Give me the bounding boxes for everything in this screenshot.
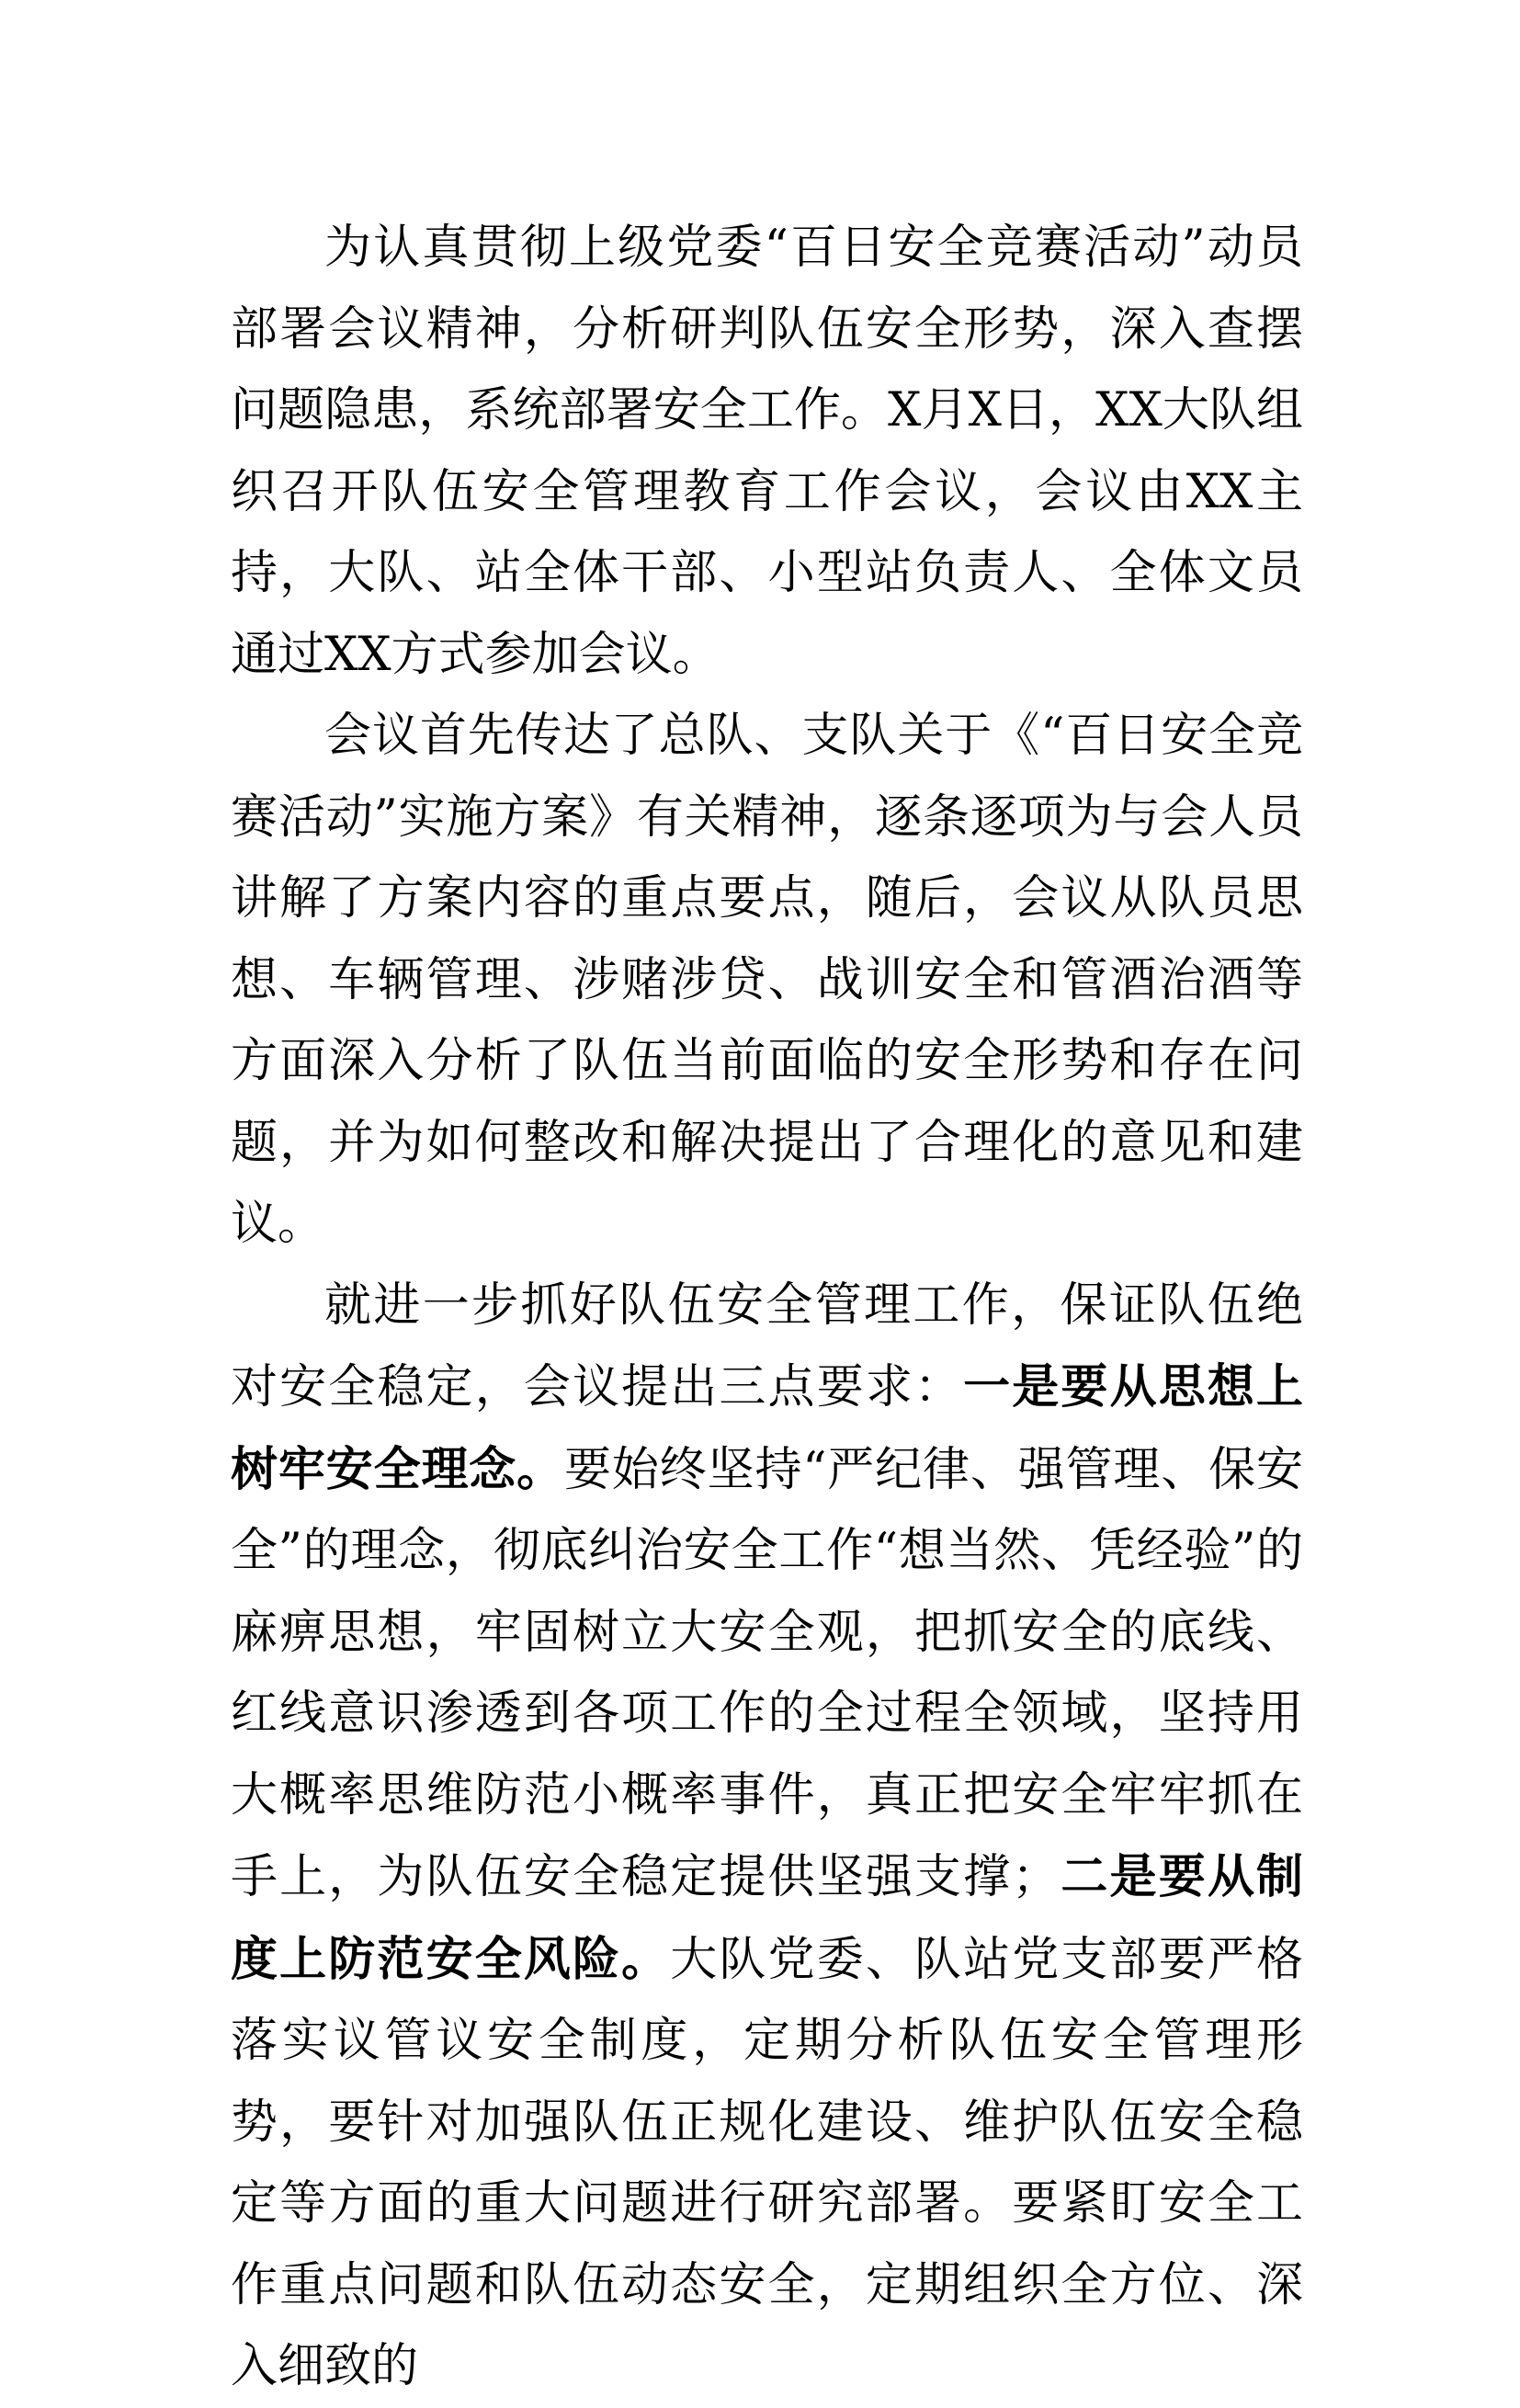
paragraph-text: 为认真贯彻上级党委“百日安全竞赛活动”动员部署会议精神，分析研判队伍安全形势，深入查摆问题隐患，系统部署安全工作。X月X日，XX大队组织召开队伍安全管理教育工作会议，会议由XX主持，大队、站全体干部、小型站负责人、全体文员通过XX方式参加会议。: [231, 221, 1303, 682]
paragraph-meeting-content: [231, 696, 1303, 1266]
requirement-heading-two: 二是要从制度上防范安全风险。: [231, 1849, 1303, 1987]
paragraph-text: 会议首先传达了总队、支队关于《“百日安全竞赛活动”实施方案》有关精神，逐条逐项为与会人员讲解了方案内容的重点要点，随后，会议从队员思想、车辆管理、涉赌涉贷、战训安全和管酒治酒等方面深入分析了队伍当前面临的安全形势和存在问题，并为如何整改和解决提出了合理化的意见和建议。: [231, 709, 1303, 1251]
paragraph-requirements: [231, 1266, 1303, 2408]
document-body: [231, 208, 1303, 2408]
paragraph-meeting-intro: [231, 208, 1303, 696]
paragraph-text: 大队党委、队站党支部要严格落实议管议安全制度，定期分析队伍安全管理形势，要针对加强队伍正规化建设、维护队伍安全稳定等方面的重大问题进行研究部署。要紧盯安全工作重点问题和队伍动态安全，定期组织全方位、深入细致的: [231, 1932, 1303, 2393]
paragraph-text: 要始终坚持“严纪律、强管理、保安全”的理念，彻底纠治安全工作“想当然、凭经验”的麻痹思想，牢固树立大安全观，把抓安全的底线、红线意识渗透到各项工作的全过程全领域，坚持用大概率思维防范小概率事件，真正把安全牢牢抓在手上，为队伍安全稳定提供坚强支撑；: [231, 1442, 1303, 1904]
paragraph-text: 就进一步抓好队伍安全管理工作，保证队伍绝对安全稳定，会议提出三点要求：: [231, 1278, 1303, 1414]
requirement-heading-one: 一是要从思想上树牢安全理念。: [231, 1359, 1303, 1497]
